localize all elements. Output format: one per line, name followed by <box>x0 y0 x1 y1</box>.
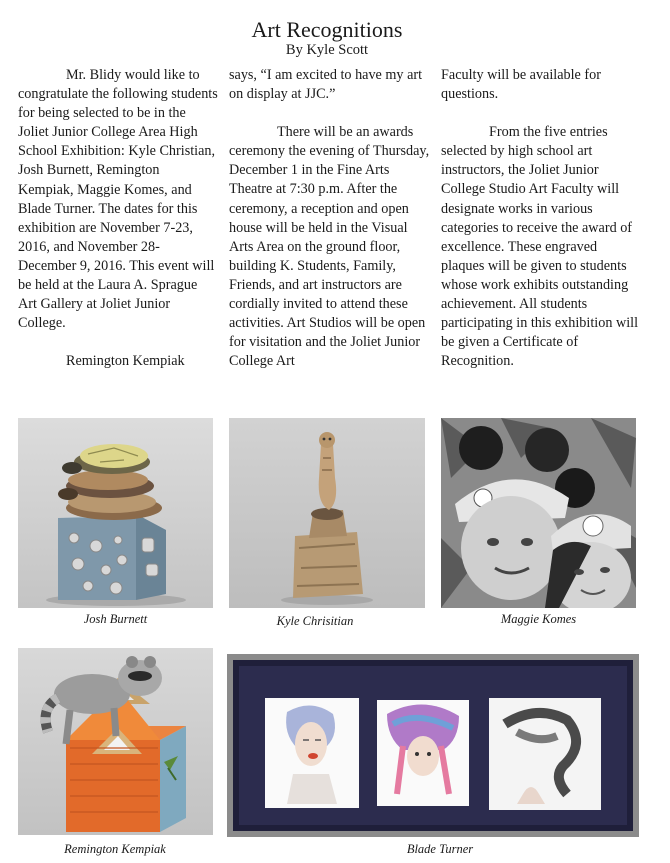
caption-blade-turner: Blade Turner <box>406 842 474 856</box>
caption-maggie-komes: Maggie Komes <box>500 612 577 626</box>
caption-kyle-chrisitian: Kyle Chrisitian <box>276 614 354 628</box>
column-3-paragraph-1: Faculty will be available for questions. <box>441 67 601 103</box>
photo-raccoon-sculpture <box>18 648 213 835</box>
article-column-3 <box>441 66 641 371</box>
caption-remington-kempiak: Remington Kempiak <box>64 842 166 856</box>
caption-josh-burnett: Josh Burnett <box>83 612 148 626</box>
photo-children-drawing <box>441 418 636 608</box>
photo-turtle-sculpture <box>18 418 213 608</box>
column-2-paragraph-2: There will be an awards ceremony the evening of Thursday, December 1 in the Fine Arts Theatre at 7:30 p.m. After the ceremony, a reception and open house will be held in the Visual Arts Area on the ground floor, building K. Students, Family, Friends, and art instructors are cordially invited to attend these activities. Art Studios will be open for visitation and the Joliet Junior College Art <box>229 124 430 370</box>
column-1-paragraph-2: Remington Kempiak <box>66 353 185 370</box>
photo-framed-triptych <box>227 654 639 837</box>
column-3-paragraph-2: From the five entries selected by high school art instructors, the Joliet Junior College Studio Art Faculty will designate works in various categories to receive the award of excellence. These engraved plaques will be given to students whose work exhibits outstanding achievement. All students participating in this exhibition will be given a Certificate of Recognition. <box>441 124 639 370</box>
photo-meerkat-sculpture <box>229 418 425 608</box>
column-1-paragraph-1: Mr. Blidy would like to congratulate the following students for being selected to be in the Joliet Junior College Area High School Exhibition: Kyle Christian, Josh Burnett, Remington Kempiak, Maggie Komes, and Blade Turner. The dates for this exhibition are November 7-23, 2016, and November 28- December 9, 2016. This event will be held at the Laura A. Sprague Art Gallery at Joliet Junior College. <box>18 67 218 332</box>
column-2-paragraph-1: says, “I am excited to have my art on display at JJC.” <box>229 67 423 103</box>
article-column-1 <box>18 66 218 371</box>
byline: By Kyle Scott <box>285 42 369 58</box>
article-column-2 <box>229 66 431 371</box>
article-title: Art Recognitions <box>251 17 403 42</box>
